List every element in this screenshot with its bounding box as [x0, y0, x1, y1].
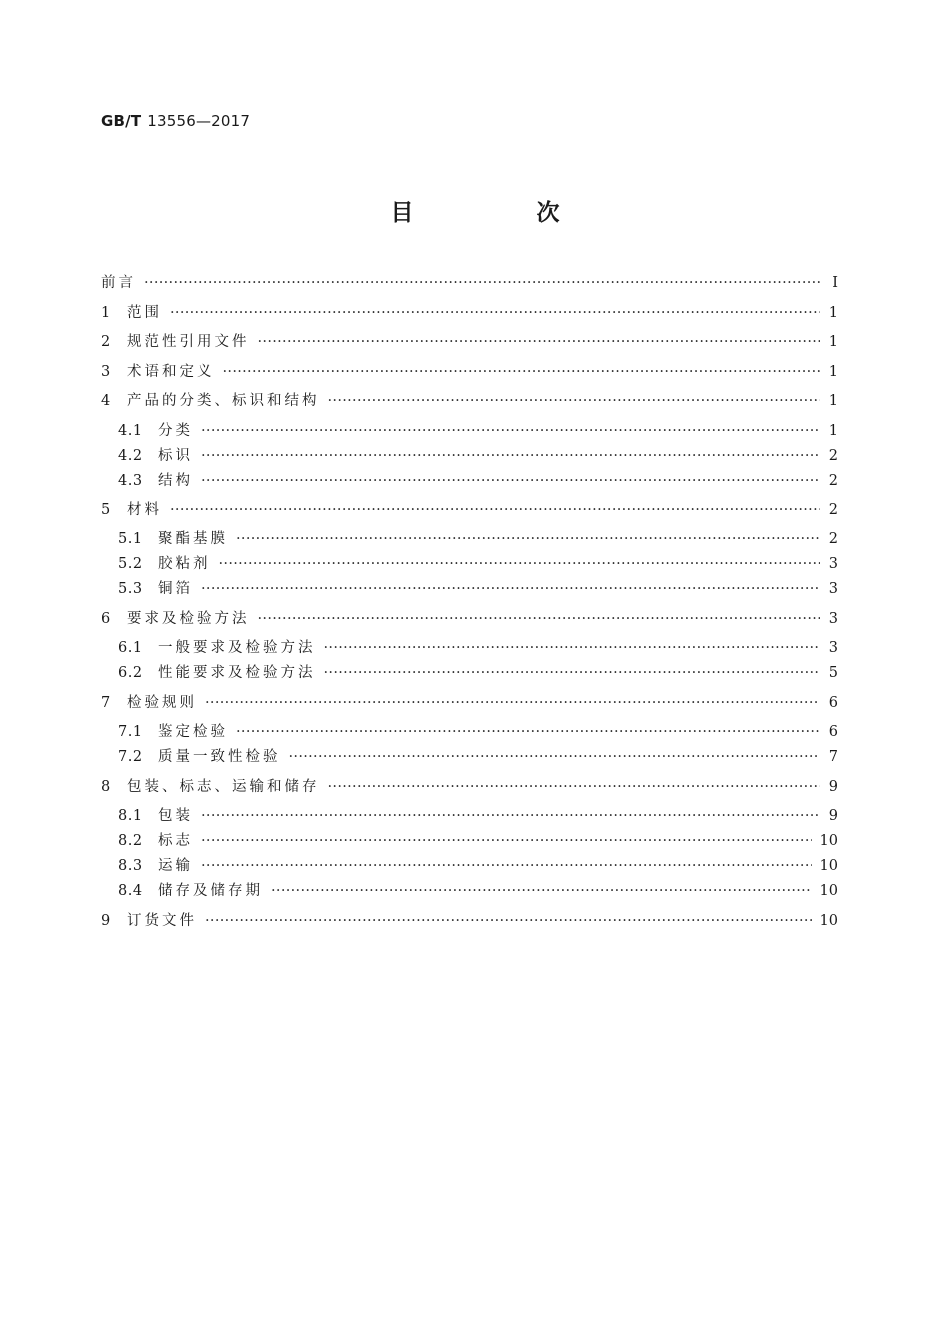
- page-title: 目 次: [390, 200, 610, 226]
- dot-leader: [170, 302, 820, 324]
- toc-entry[interactable]: [101, 776, 838, 798]
- toc-entry[interactable]: [101, 272, 838, 294]
- toc-entry-number: 8.3: [118, 858, 143, 874]
- toc-entry-number: 3: [101, 364, 111, 380]
- toc-entry-page: 9: [828, 779, 838, 795]
- toc-entry[interactable]: [118, 470, 838, 492]
- toc-entry-label: 前言: [101, 275, 136, 291]
- toc-entry-label: 储存及储存期: [158, 883, 263, 899]
- toc-entry-label: 性能要求及检验方法: [158, 665, 316, 681]
- toc-entry-number: 8.1: [118, 808, 143, 824]
- toc-entry-label: 检验规则: [127, 695, 197, 711]
- toc-entry-page: 10: [819, 913, 838, 929]
- toc-entry-label: 鉴定检验: [158, 724, 228, 740]
- toc-entry-label: 分类: [158, 423, 193, 439]
- toc-entry[interactable]: [118, 855, 838, 877]
- toc-entry-page: 5: [828, 665, 838, 681]
- toc-entry-label: 一般要求及检验方法: [158, 640, 316, 656]
- toc-entry-label: 聚酯基膜: [158, 531, 228, 547]
- dot-leader: [144, 272, 820, 294]
- toc-entry[interactable]: [118, 445, 838, 467]
- toc-entry-number: 1: [101, 305, 111, 321]
- toc-entry-page: 3: [828, 556, 838, 572]
- toc-entry-label: 标识: [158, 448, 193, 464]
- toc-entry[interactable]: [101, 910, 838, 932]
- toc-entry-number: 9: [101, 913, 111, 929]
- dot-leader: [201, 578, 820, 600]
- toc-entry-number: 8.2: [118, 833, 143, 849]
- toc-entry-page: 1: [828, 423, 838, 439]
- toc-entry[interactable]: [118, 880, 838, 902]
- toc-entry-label: 质量一致性检验: [158, 749, 281, 765]
- dot-leader: [258, 608, 821, 630]
- dot-leader: [170, 499, 820, 521]
- toc-entry[interactable]: [101, 499, 838, 521]
- standard-prefix: GB/T: [101, 112, 142, 130]
- toc-entry-page: 2: [828, 473, 838, 489]
- dot-leader: [201, 420, 820, 442]
- toc-entry-label: 要求及检验方法: [127, 611, 250, 627]
- toc-entry[interactable]: [118, 553, 838, 575]
- toc-entry-number: 6.2: [118, 665, 143, 681]
- dot-leader: [201, 855, 812, 877]
- toc-entry-number: 7.1: [118, 724, 143, 740]
- dot-leader: [328, 776, 821, 798]
- toc-entry-number: 4.2: [118, 448, 143, 464]
- toc-entry-page: 3: [828, 581, 838, 597]
- toc-entry-page: 1: [828, 393, 838, 409]
- toc-entry-number: 5: [101, 502, 111, 518]
- toc-entry-number: 4.3: [118, 473, 143, 489]
- toc-entry-label: 结构: [158, 473, 193, 489]
- dot-leader: [201, 805, 820, 827]
- toc-entry-number: 4.1: [118, 423, 143, 439]
- toc-entry-number: 5.3: [118, 581, 143, 597]
- dot-leader: [201, 470, 820, 492]
- dot-leader: [289, 746, 821, 768]
- dot-leader: [271, 880, 812, 902]
- toc-entry-page: 1: [828, 364, 838, 380]
- dot-leader: [324, 662, 821, 684]
- dot-leader: [205, 692, 820, 714]
- dot-leader: [236, 721, 820, 743]
- toc-entry-label: 胶粘剂: [158, 556, 211, 572]
- toc-entry-page: 10: [819, 833, 838, 849]
- dot-leader: [201, 445, 820, 467]
- toc-entry[interactable]: [118, 746, 838, 768]
- toc-entry[interactable]: [101, 390, 838, 412]
- toc-entry-page: 3: [828, 640, 838, 656]
- toc-entry[interactable]: [118, 805, 838, 827]
- toc-entry-page: 2: [828, 531, 838, 547]
- toc-entry-number: 6.1: [118, 640, 143, 656]
- toc-entry[interactable]: [118, 578, 838, 600]
- toc-entry[interactable]: [101, 692, 838, 714]
- dot-leader: [236, 528, 820, 550]
- toc-entry-page: 3: [828, 611, 838, 627]
- dot-leader: [258, 331, 821, 353]
- dot-leader: [219, 553, 821, 575]
- dot-leader: [324, 637, 821, 659]
- toc-entry[interactable]: [118, 662, 838, 684]
- toc-entry-label: 运输: [158, 858, 193, 874]
- toc-entry-page: Ⅰ: [832, 275, 838, 291]
- toc-entry-page: 7: [828, 749, 838, 765]
- toc-entry[interactable]: [118, 528, 838, 550]
- toc-entry-number: 4: [101, 393, 111, 409]
- toc-entry-page: 10: [819, 858, 838, 874]
- toc-entry-page: 6: [828, 724, 838, 740]
- toc-entry-label: 材料: [127, 502, 162, 518]
- dot-leader: [205, 910, 812, 932]
- dot-leader: [201, 830, 812, 852]
- toc-entry-label: 范围: [127, 305, 162, 321]
- toc-entry[interactable]: [118, 637, 838, 659]
- toc-entry[interactable]: [101, 608, 838, 630]
- toc-entry-page: 10: [819, 883, 838, 899]
- standard-code: [101, 112, 250, 130]
- toc-entry-number: 8: [101, 779, 111, 795]
- standard-number: 13556—2017: [147, 112, 251, 130]
- dot-leader: [223, 361, 821, 383]
- toc-entry-number: 8.4: [118, 883, 143, 899]
- toc-entry-page: 6: [828, 695, 838, 711]
- toc-entry-label: 产品的分类、标识和结构: [127, 393, 320, 409]
- toc-entry[interactable]: [101, 361, 838, 383]
- toc-entry-label: 包装、标志、运输和储存: [127, 779, 320, 795]
- toc-entry-label: 术语和定义: [127, 364, 215, 380]
- toc-entry-number: 6: [101, 611, 111, 627]
- toc-entry-label: 规范性引用文件: [127, 334, 250, 350]
- toc-entry-page: 1: [828, 334, 838, 350]
- toc-entry-number: 7.2: [118, 749, 143, 765]
- toc-entry-number: 7: [101, 695, 111, 711]
- toc-entry[interactable]: [101, 331, 838, 353]
- toc-entry-label: 铜箔: [158, 581, 193, 597]
- toc-entry-number: 5.2: [118, 556, 143, 572]
- toc-entry-page: 9: [828, 808, 838, 824]
- toc-entry-page: 2: [828, 502, 838, 518]
- toc-entry-number: 2: [101, 334, 111, 350]
- toc-entry-label: 订货文件: [127, 913, 197, 929]
- toc-entry[interactable]: [118, 420, 838, 442]
- toc-entry-page: 1: [828, 305, 838, 321]
- dot-leader: [328, 390, 821, 412]
- toc-entry-page: 2: [828, 448, 838, 464]
- toc-entry[interactable]: [118, 721, 838, 743]
- toc-entry[interactable]: [101, 302, 838, 324]
- toc-entry-label: 标志: [158, 833, 193, 849]
- toc-entry-label: 包装: [158, 808, 193, 824]
- toc-entry-number: 5.1: [118, 531, 143, 547]
- toc-entry[interactable]: [118, 830, 838, 852]
